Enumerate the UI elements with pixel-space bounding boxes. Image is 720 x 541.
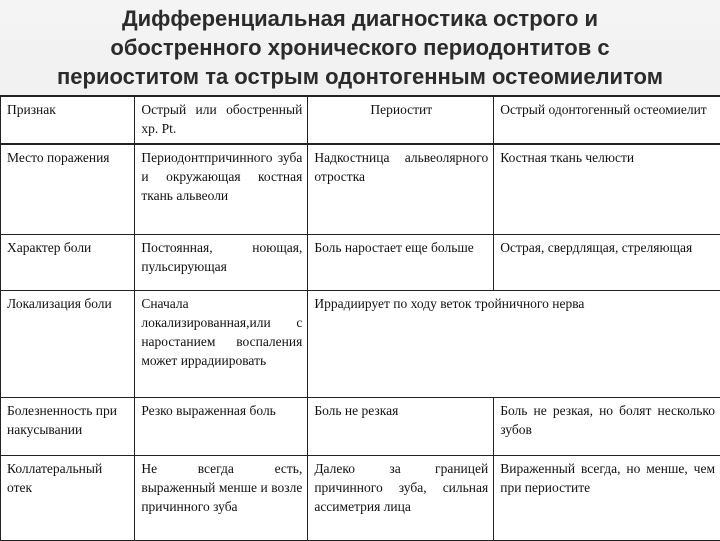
table-header-row xyxy=(1,96,720,144)
cell-periodontitis: Не всегда есть, выраженный менше и возле причинного зуба xyxy=(135,455,308,541)
header-sign: Признак xyxy=(1,96,135,144)
cell-osteomyelitis: Вираженный всегда, но менше, чем при периостите xyxy=(494,455,720,541)
cell-periodontitis: Периодонтпричинного зуба и окружающая костная ткань альвеоли xyxy=(135,144,308,234)
cell-sign: Коллатеральный отек xyxy=(1,455,135,541)
title-line-1: Дифференциальная диагностика острого и xyxy=(0,4,720,33)
cell-periodontitis: Резко выраженная боль xyxy=(135,397,308,455)
title-line-3: периоститом та острым одонтогенным остеомиелитом xyxy=(0,62,720,91)
table-row xyxy=(1,290,720,397)
diagnosis-table xyxy=(0,95,720,541)
cell-sign: Характер боли xyxy=(1,234,135,290)
cell-sign: Место поражения xyxy=(1,144,135,234)
cell-periodontitis: Постоянная, ноющая, пульсирующая xyxy=(135,234,308,290)
cell-periostitis: Далеко за границей причинного зуба, сильная ассиметрия лица xyxy=(308,455,494,541)
cell-sign: Локализация боли xyxy=(1,290,135,397)
header-osteomyelitis: Острый одонтогенный остеомиелит xyxy=(494,96,720,144)
cell-sign: Болезненность при накусывании xyxy=(1,397,135,455)
header-periostitis: Периостит xyxy=(308,96,494,144)
table-row xyxy=(1,455,720,541)
table-row xyxy=(1,234,720,290)
cell-periostitis: Надкостница альвеолярного отростка xyxy=(308,144,494,234)
title-line-2: обостренного хронического периодонтитов с xyxy=(0,33,720,62)
table-row xyxy=(1,144,720,234)
cell-periostitis: Боль наростает еще больше xyxy=(308,234,494,290)
cell-osteomyelitis: Костная ткань челюсти xyxy=(494,144,720,234)
cell-periodontitis: Сначала локализированная,или с наростанием воспаления может иррадиировать xyxy=(135,290,308,397)
cell-osteomyelitis: Боль не резкая, но болят несколько зубов xyxy=(494,397,720,455)
cell-periostitis: Боль не резкая xyxy=(308,397,494,455)
table-row xyxy=(1,397,720,455)
slide-title xyxy=(0,4,720,91)
cell-osteomyelitis: Острая, свердлящая, стреляющая xyxy=(494,234,720,290)
header-periodontitis: Острый или обостренный хр. Pt. xyxy=(135,96,308,144)
cell-periostitis-osteomyelitis: Иррадиирует по ходу веток тройничного нерва xyxy=(308,290,720,397)
